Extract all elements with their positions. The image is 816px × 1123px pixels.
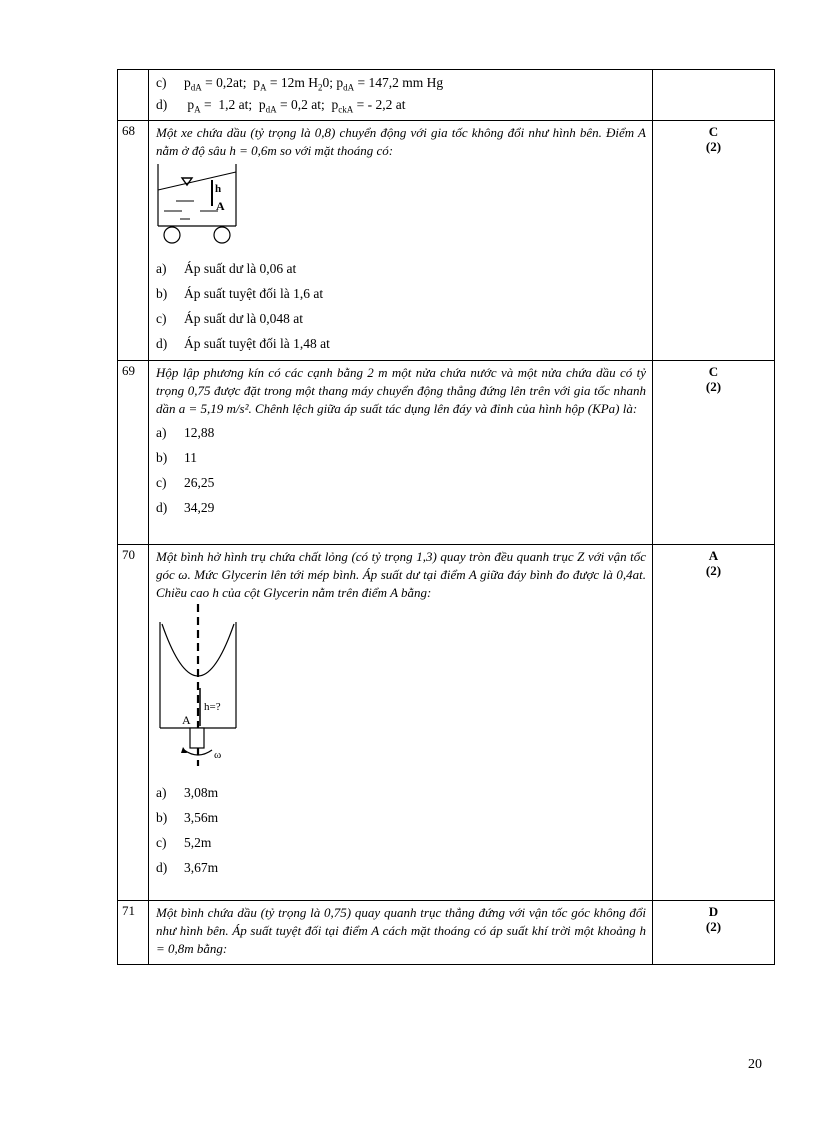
score: (2) [705, 379, 722, 394]
option-d: d) $p_A = 1,2$ at; $p_{dA} = 0,2$ at; $p_{ckA}$ = - 2,2 at [156, 97, 406, 115]
question-cell [149, 545, 653, 901]
score: (2) [705, 139, 722, 154]
question-text: Một bình hở hình trụ chứa chất lỏng (có tỷ trọng 1,3) quay tròn đều quanh trục Z với vận tốc góc ω. Mức Glycerin lên tới mép bình. Áp suất dư tại điểm A giữa đáy bình đo được là 0,4at. Chiều cao h của cột Glycerin nằm trên điểm A bằng: [156, 549, 646, 600]
label-h: h=? [204, 701, 221, 713]
question-text: Một xe chứa dầu (tỷ trọng là 0,8) chuyển động với gia tốc không đổi như hình bên. Điểm A nằm ở độ sâu h = 0,6m so với mặt thoáng có: [156, 125, 646, 158]
question-cell [149, 901, 653, 965]
option-c: c) 26,25 [156, 475, 215, 490]
label-a: A [216, 199, 225, 213]
answer-cell [653, 901, 775, 965]
answer-key: C [708, 124, 719, 139]
option-b: b) 3,56m [156, 810, 219, 825]
option-a: a) Áp suất dư là 0,06 at [156, 261, 297, 276]
answer-key: D [708, 904, 719, 919]
label-a: A [182, 713, 191, 727]
question-number: 68 [118, 121, 149, 361]
figure-rotating-cylinder [156, 604, 646, 774]
shaft [190, 728, 204, 748]
page-number: 20 [748, 1057, 762, 1072]
option-d: d) Áp suất tuyệt đối là 1,48 at [156, 336, 330, 351]
question-number: 69 [118, 361, 149, 545]
option-d-text: $p_A = 1,2$ at; $p_{dA} = 0,2$ at; $p_{ckA}$ = - 2,2 at [184, 97, 406, 115]
question-number: 70 [118, 545, 149, 901]
answer-key: C [708, 364, 719, 379]
table-row-q68 [118, 121, 775, 361]
number-cell [118, 70, 149, 121]
wheel-icon [214, 227, 230, 243]
question-text: Một bình chứa dầu (tỷ trọng là 0,75) quay quanh trục thẳng đứng với vận tốc góc không đổi như hình bên. Áp suất tuyệt đối tại điểm A cách mặt thoáng có áp suất khí trời một khoảng h = 0,8m bằng: [156, 905, 646, 956]
table-row-q71 [118, 901, 775, 965]
answer-cell [653, 70, 775, 121]
option-b: b) 11 [156, 450, 197, 465]
question-cell [149, 70, 653, 121]
option-d: d) 3,67m [156, 860, 219, 875]
question-text: Hộp lập phương kín có các cạnh bằng 2 m một nửa chứa nước và một nửa chứa dầu có tỷ trọng 0,75 được đặt trong một thang máy chuyển động thẳng đứng lên trên với gia tốc nhanh dần a = 5,19 m/s². Chênh lệch giữa áp suất tác dụng lên đáy và đỉnh của hình hộp (KPa) là: [156, 365, 646, 416]
option-a: a) 12,88 [156, 425, 215, 440]
question-table [117, 69, 775, 965]
table-row-q69 [118, 361, 775, 545]
option-b: b) Áp suất tuyệt đối là 1,6 at [156, 286, 324, 301]
option-c: c) 5,2m [156, 835, 212, 850]
score: (2) [705, 919, 722, 934]
table-row-q70 [118, 545, 775, 901]
answer-cell [653, 361, 775, 545]
option-a: a) 3,08m [156, 785, 219, 800]
question-number: 71 [118, 901, 149, 965]
option-c: c) Áp suất dư là 0,048 at [156, 311, 304, 326]
answer-key: A [708, 548, 719, 563]
label-omega: ω [214, 749, 222, 761]
figure-oil-tank-truck [156, 162, 646, 250]
option-c-text: $p_{dA} = 0,2at$; $p_A = 12m$ $H_20$; $p_{dA} = 147,2$ mm Hg [184, 75, 444, 93]
option-d: d) 34,29 [156, 500, 215, 515]
option-c: c) $p_{dA} = 0,2at$; $p_A = 12m$ $H_20$; $p_{dA} = 147,2$ mm Hg [156, 75, 444, 93]
question-cell [149, 361, 653, 545]
label-h: h [215, 183, 222, 195]
table-row-continued [118, 70, 775, 121]
question-cell [149, 121, 653, 361]
wheel-icon [164, 227, 180, 243]
score: (2) [705, 563, 722, 578]
answer-cell [653, 121, 775, 361]
answer-cell [653, 545, 775, 901]
